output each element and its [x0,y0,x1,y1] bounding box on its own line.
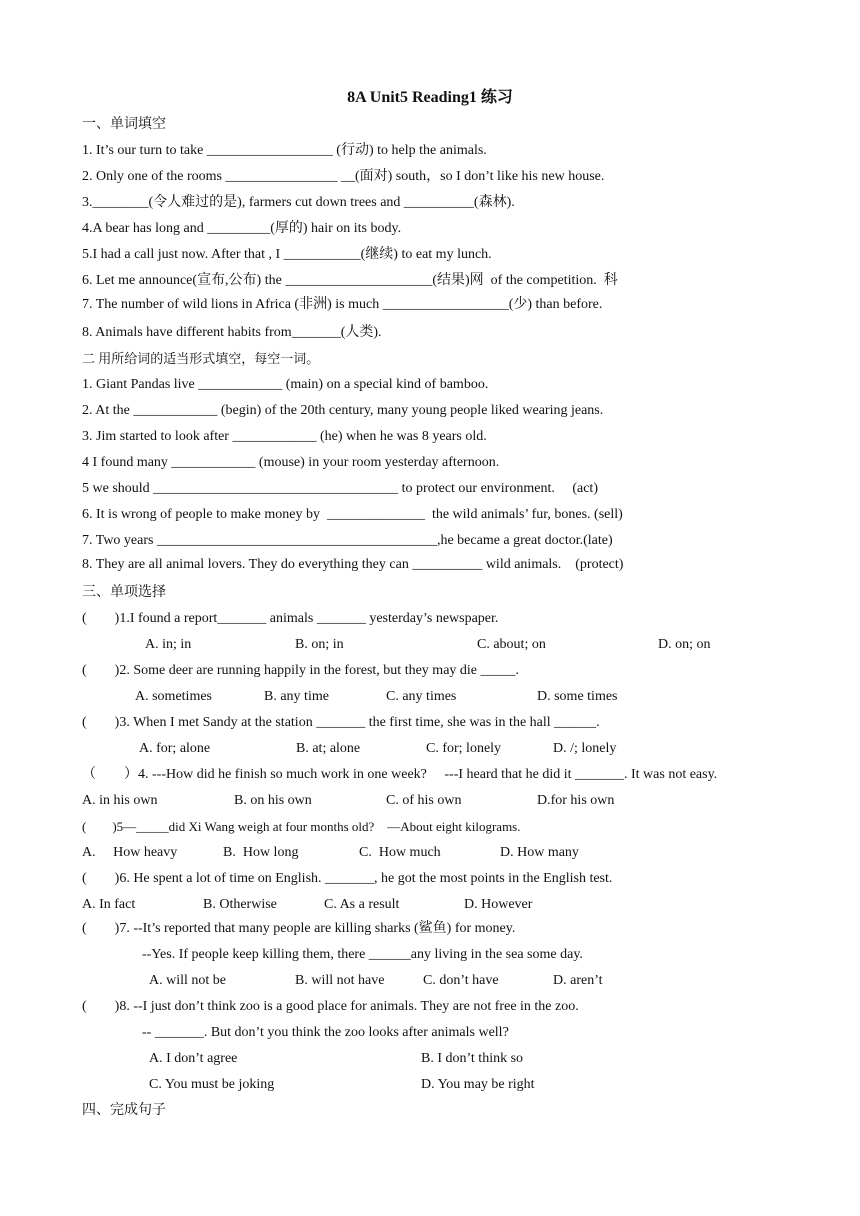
mc-option-6c: C. As a result [324,897,400,912]
mc-option-5c: C. How much [359,845,441,860]
mc-option-3a: A. for; alone [139,741,211,756]
section-heading-4: 四、完成句子 [82,1103,166,1118]
mc-option-3b: B. at; alone [296,741,361,756]
mc-option-3c: C. for; lonely [426,741,502,756]
mc-option-6b: B. Otherwise [203,897,277,912]
mc-question-7-reply: --Yes. If people keep killing them, there ______any living in the sea some day. [142,947,583,962]
mc-option-4d: D.for his own [537,793,615,808]
part1-item-2: 2. Only one of the rooms ________________ __(面对) south，so I don’t like his new house. [82,169,605,184]
mc-option-7d: D. aren’t [553,973,603,988]
part1-item-5: 5.I had a call just now. After that , I ___________(继续) to eat my lunch. [82,247,492,262]
part1-item-8: 8. Animals have different habits from_______(人类). [82,325,382,340]
section-heading-3: 三、单项选择 [82,585,166,600]
mc-option-2b: B. any time [264,689,329,704]
part2-item-6: 6. It is wrong of people to make money by ______________ the wild animals’ fur, bones. (sell) [82,507,623,522]
part1-item-6: 6. Let me announce(宣布,公布) the _____________________(结果)网 of the competition. 科 [82,273,618,288]
part2-item-5: 5 we should ___________________________________ to protect our environment. (act) [82,481,598,496]
mc-option-3d: D. /; lonely [553,741,617,756]
mc-option-8c: C. You must be joking [149,1077,275,1092]
mc-option-7c: C. don’t have [423,973,499,988]
mc-option-1d: D. on; on [658,637,711,652]
part1-item-1: 1. It’s our turn to take __________________ (行动) to help the animals. [82,143,487,158]
mc-question-3: ( )3. When I met Sandy at the station _______ the first time, she was in the hall ______. [82,715,600,730]
part1-item-4: 4.A bear has long and _________(厚的) hair on its body. [82,221,402,236]
mc-option-8d: D. You may be right [421,1077,535,1092]
part2-item-7: 7. Two years ________________________________________,he became a great doctor.(late) [82,533,613,548]
part2-item-3: 3. Jim started to look after ____________ (he) when he was 8 years old. [82,429,487,444]
mc-option-2d: D. some times [537,689,618,704]
mc-question-5: ( )5—_____did Xi Wang weigh at four months old? —About eight kilograms. [82,819,521,834]
mc-option-4b: B. on his own [234,793,312,808]
part2-item-8: 8. They are all animal lovers. They do everything they can __________ wild animals. (protect) [82,557,624,572]
mc-option-4a: A. in his own [82,793,158,808]
part1-item-3: 3.________(令人难过的是), farmers cut down trees and __________(森林). [82,195,515,210]
mc-option-5d: D. How many [500,845,579,860]
mc-option-1c: C. about; on [477,637,546,652]
mc-question-4: （ ）4. ---How did he finish so much work in one week? ---I heard that he did it _______. It was not easy. [82,767,718,782]
mc-question-1: ( )1.I found a report_______ animals _______ yesterday’s newspaper. [82,611,499,626]
mc-question-7: ( )7. --It’s reported that many people are killing sharks (鲨鱼) for money. [82,921,516,936]
mc-option-6a: A. In fact [82,897,136,912]
part2-item-2: 2. At the ____________ (begin) of the 20th century, many young people liked wearing jeans. [82,403,604,418]
mc-question-8: ( )8. --I just don’t think zoo is a good place for animals. They are not free in the zoo. [82,999,579,1014]
mc-option-5a: A. How heavy [82,845,178,860]
mc-question-2: ( )2. Some deer are running happily in the forest, but they may die _____. [82,663,520,678]
part1-item-7: 7. The number of wild lions in Africa (非洲) is much __________________(少) than before. [82,297,603,312]
mc-option-5b: B. How long [223,845,299,860]
mc-option-1a: A. in; in [145,637,192,652]
mc-option-2c: C. any times [386,689,457,704]
part2-item-1: 1. Giant Pandas live ____________ (main) on a special kind of bamboo. [82,377,489,392]
section-heading-2: 二 用所给词的适当形式填空，每空一词。 [82,351,320,366]
mc-option-8a: A. I don’t agree [149,1051,238,1066]
mc-option-1b: B. on; in [295,637,344,652]
mc-question-6: ( )6. He spent a lot of time on English. _______, he got the most points in the English test. [82,871,613,886]
mc-option-7b: B. will not have [295,973,385,988]
mc-question-8-reply: -- _______. But don’t you think the zoo looks after animals well? [142,1025,509,1040]
mc-option-8b: B. I don’t think so [421,1051,524,1066]
mc-option-4c: C. of his own [386,793,462,808]
page-title: 8A Unit5 Reading1 练习 [347,89,513,106]
mc-option-2a: A. sometimes [135,689,212,704]
part2-item-4: 4 I found many ____________ (mouse) in your room yesterday afternoon. [82,455,500,470]
mc-option-7a: A. will not be [149,973,226,988]
mc-option-6d: D. However [464,897,533,912]
section-heading-1: 一、单词填空 [82,117,166,132]
